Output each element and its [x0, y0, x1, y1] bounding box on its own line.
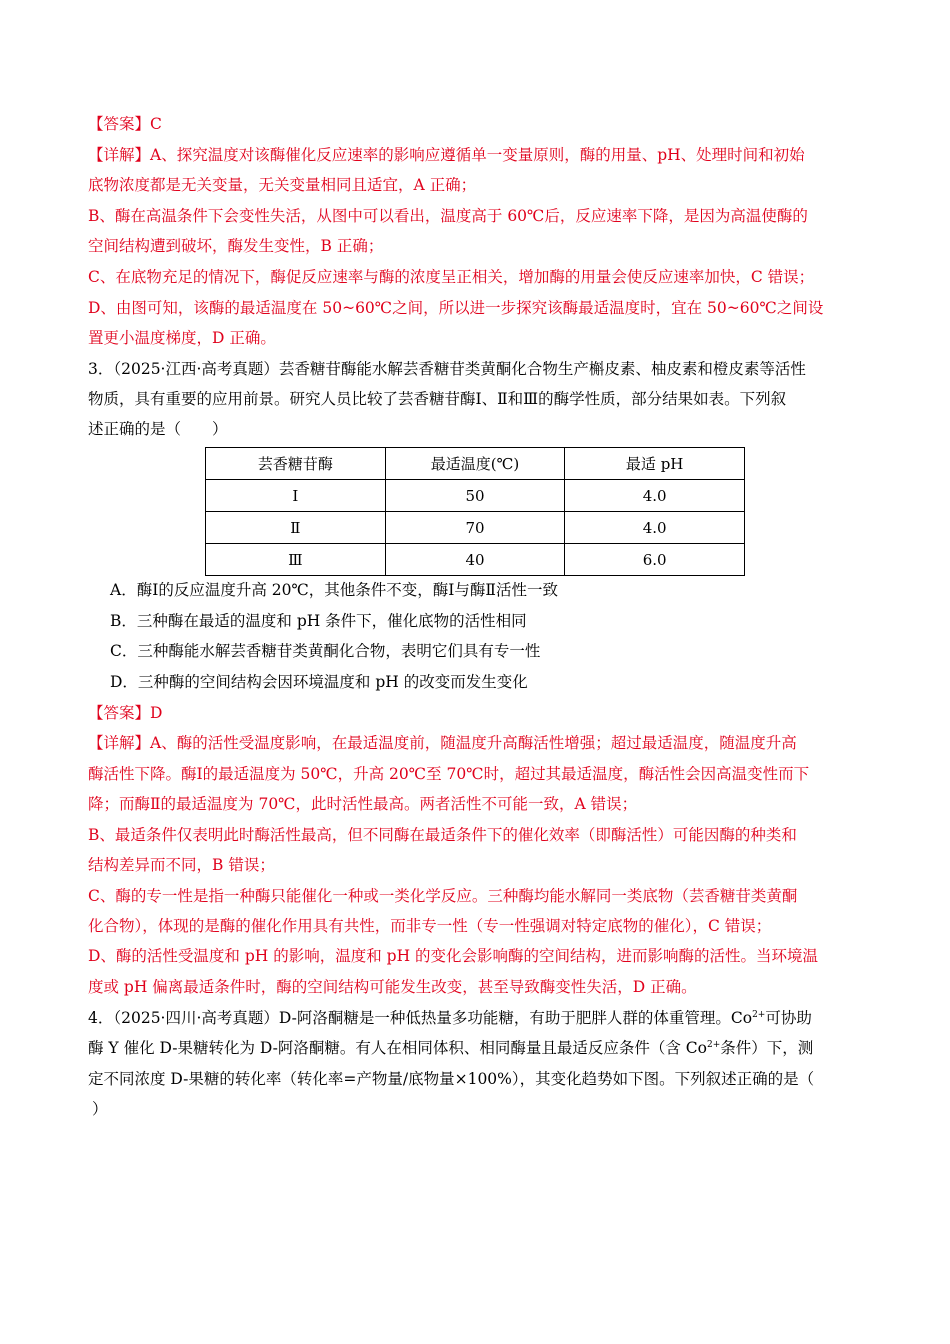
stem-text: 条件）下，测 — [720, 1039, 814, 1057]
explain-3-d-line1: D、酶的活性受温度和 pH 的影响，温度和 pH 的变化会影响酶的空间结构，进而影响酶的活性。当环境温 — [88, 947, 819, 965]
option-c: C．三种酶能水解芸香糖苷类黄酮化合物，表明它们具有专一性 — [110, 642, 541, 660]
answer-label: 【答案】 — [88, 115, 151, 133]
explain-2-b-line2: 空间结构遭到破坏，酶发生变性，B 正确； — [88, 237, 384, 255]
explain-3-a-line2: 酶活性下降。酶Ⅰ的最适温度为 50℃，升高 20℃至 70℃时，超过其最适温度，酶活性会因高温变性而下 — [88, 765, 810, 783]
question-4-stem-line4: ） — [92, 1100, 108, 1118]
stem-text: 可协助 — [765, 1009, 812, 1027]
table-header-cell: 芸香糖苷酶 — [206, 448, 386, 480]
explain-3-a-line3: 降；而酶Ⅱ的最适温度为 70℃，此时活性最高。两者活性不可能一致，A 错误； — [88, 795, 638, 813]
question-3-stem-line1: 3．（2025·江西·高考真题）芸香糖苷酶能水解芸香糖苷类黄酮化合物生产槲皮素、柚皮素和橙皮素等活性 — [88, 360, 806, 378]
answer-3 — [88, 698, 863, 728]
table-cell: Ⅰ — [206, 480, 386, 512]
explain-2-b-line1: B、酶在高温条件下会变性失活，从图中可以看出，温度高于 60℃后，反应速率下降，是因为高温使酶的 — [88, 207, 808, 225]
explain-text: A、酶的活性受温度影响，在最适温度前，随温度升高酶活性增强；超过最适温度，随温度升高 — [150, 734, 797, 752]
stem-text: 4．（2025·四川·高考真题）D-阿洛酮糖是一种低热量多功能糖，有助于肥胖人群的体重管理。Co — [88, 1009, 753, 1027]
table-header-row — [206, 448, 745, 480]
question-3-stem-line3: 述正确的是（ ） — [88, 420, 228, 438]
question-4-stem-line2 — [88, 1033, 863, 1063]
answer-value: C — [150, 115, 162, 133]
explain-2-d-line1: D、由图可知，该酶的最适温度在 50~60℃之间，所以进一步探究该酶最适温度时，宜在 50~60℃之间设 — [88, 299, 824, 317]
option-a: A．酶Ⅰ的反应温度升高 20℃，其他条件不变，酶Ⅰ与酶Ⅱ活性一致 — [110, 581, 558, 599]
explain-text: A、探究温度对该酶催化反应速率的影响应遵循单一变量原则，酶的用量、pH、处理时间和初始 — [150, 146, 805, 164]
question-4-stem-line1 — [88, 1003, 863, 1033]
option-d: D．三种酶的空间结构会因环境温度和 pH 的改变而发生变化 — [110, 673, 528, 691]
option-b: B．三种酶在最适的温度和 pH 条件下，催化底物的活性相同 — [110, 612, 527, 630]
table-cell: 4.0 — [565, 480, 745, 512]
answer-label: 【答案】 — [88, 704, 151, 722]
explain-3-c-line2: 化合物），体现的是酶的催化作用具有共性，而非专一性（专一性强调对特定底物的催化），C 错误； — [88, 917, 772, 935]
explain-3-c-line1: C、酶的专一性是指一种酶只能催化一种或一类化学反应。三种酶均能水解同一类底物（芸香糖苷类黄酮 — [88, 887, 798, 905]
table-header-cell: 最适 pH — [565, 448, 745, 480]
question-3-stem-line2: 物质，具有重要的应用前景。研究人员比较了芸香糖苷酶Ⅰ、Ⅱ和Ⅲ的酶学性质，部分结果如表。下列叙 — [88, 390, 787, 408]
explain-2-a-line1 — [88, 140, 863, 170]
table-row — [206, 480, 745, 512]
explain-label: 【详解】 — [88, 146, 151, 164]
explain-3-a-line1 — [88, 728, 863, 758]
table-header-cell: 最适温度(℃) — [385, 448, 565, 480]
answer-value: D — [150, 704, 163, 722]
explain-label: 【详解】 — [88, 734, 151, 752]
table-cell: 50 — [385, 480, 565, 512]
table-cell: Ⅲ — [206, 544, 386, 576]
superscript: 2+ — [706, 1040, 721, 1050]
enzyme-table — [205, 447, 745, 576]
explain-2-d-line2: 置更小温度梯度，D 正确。 — [88, 329, 276, 347]
table-cell: Ⅱ — [206, 512, 386, 544]
explain-3-b-line1: B、最适条件仅表明此时酶活性最高，但不同酶在最适条件下的催化效率（即酶活性）可能因酶的种类和 — [88, 826, 797, 844]
table-row — [206, 512, 745, 544]
explain-3-d-line2: 度或 pH 偏离最适条件时，酶的空间结构可能发生改变，甚至导致酶变性失活，D 正确。 — [88, 978, 697, 996]
table-row — [206, 544, 745, 576]
stem-text: 酶 Y 催化 D-果糖转化为 D-阿洛酮糖。有人在相同体积、相同酶量且最适反应条件（含 Co — [88, 1039, 707, 1057]
table-cell: 6.0 — [565, 544, 745, 576]
table-cell: 70 — [385, 512, 565, 544]
answer-2 — [88, 109, 863, 139]
explain-3-b-line2: 结构差异而不同，B 错误； — [88, 856, 275, 874]
explain-2-c: C、在底物充足的情况下，酶促反应速率与酶的浓度呈正相关，增加酶的用量会使反应速率加快，C 错误； — [88, 268, 815, 286]
explain-2-a-line2: 底物浓度都是无关变量，无关变量相同且适宜，A 正确； — [88, 176, 477, 194]
table-cell: 4.0 — [565, 512, 745, 544]
table-cell: 40 — [385, 544, 565, 576]
superscript: 2+ — [752, 1010, 766, 1020]
question-4-stem-line3: 定不同浓度 D-果糖的转化率（转化率=产物量/底物量×100%），其变化趋势如下图。下列叙述正确的是（ — [88, 1070, 815, 1088]
